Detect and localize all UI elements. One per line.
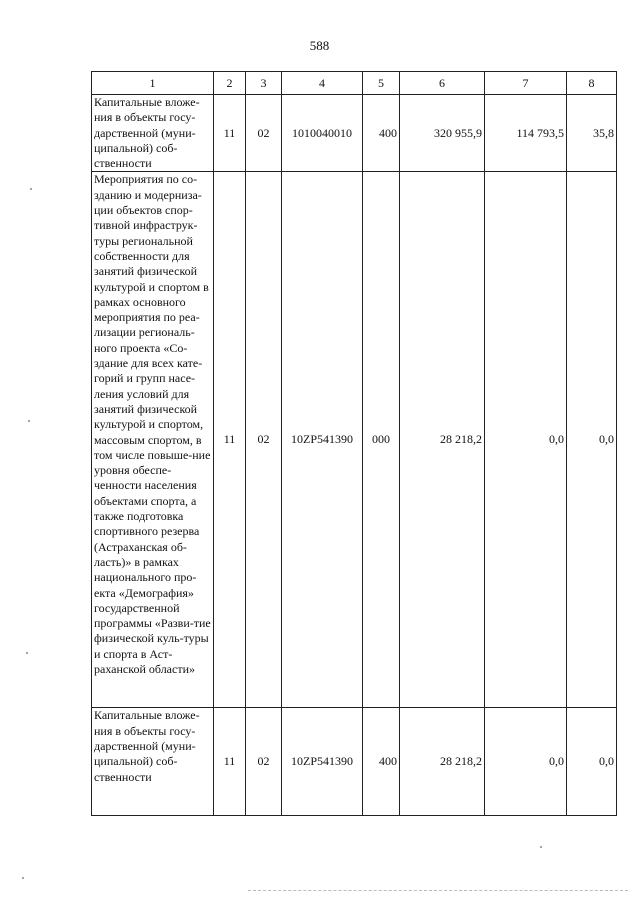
scan-speck [28, 420, 30, 422]
scan-speck [22, 877, 24, 879]
row-subsection: 02 [246, 172, 282, 708]
header-col-5: 5 [363, 72, 400, 95]
row-expense-type: 400 [363, 708, 400, 816]
table-row [92, 708, 617, 816]
row-subsection: 02 [246, 95, 282, 172]
row-name: Капитальные вложе-ния в объекты госу-дарственной (муни-ципальной) соб-ственности [92, 95, 214, 172]
row-amount-6: 28 218,2 [400, 172, 485, 708]
table-row [92, 95, 617, 172]
scan-speck [30, 188, 32, 190]
row-amount-6: 320 955,9 [400, 95, 485, 172]
header-col-3: 3 [246, 72, 282, 95]
page-number: 588 [309, 38, 330, 53]
row-target-article: 1010040010 [282, 95, 363, 172]
row-target-article: 10ZP541390 [282, 708, 363, 816]
row-section: 11 [214, 95, 246, 172]
row-target-article: 10ZP541390 [282, 172, 363, 708]
row-amount-8: 0,0 [567, 172, 617, 708]
header-col-8: 8 [567, 72, 617, 95]
header-row [92, 72, 617, 95]
header-col-4: 4 [282, 72, 363, 95]
row-section: 11 [214, 708, 246, 816]
scan-speck [26, 652, 28, 654]
header-col-7: 7 [485, 72, 567, 95]
row-amount-7: 0,0 [485, 708, 567, 816]
row-amount-6: 28 218,2 [400, 708, 485, 816]
scan-speck [540, 846, 542, 848]
header-col-6: 6 [400, 72, 485, 95]
row-amount-7: 114 793,5 [485, 95, 567, 172]
row-amount-7: 0,0 [485, 172, 567, 708]
row-name: Капитальные вложе-ния в объекты госу-дарственной (муни-ципальной) соб-ственности [92, 708, 214, 816]
header-col-1: 1 [92, 72, 214, 95]
row-amount-8: 35,8 [567, 95, 617, 172]
row-amount-8: 0,0 [567, 708, 617, 816]
header-col-2: 2 [214, 72, 246, 95]
footer-dashed-line [248, 890, 628, 891]
budget-table [91, 71, 617, 816]
row-name: Мероприятия по со-зданию и модерниза-ции объектов спор-тивной инфраструк-туры региональной собственности для занятий физической культурой и спортом в рамках основного мероприятия по реа-лизации региональ-ного проекта «Со-здание для всех кате-горий и групп насе-ления условий для занятий физической культурой и спортом, массовым спортом, в том числе повыше-ние уровня обеспе-ченности населения объектами спорта, а также подготовка спортивного резерва (Астраханская об-ласть)» в рамках национального про-екта «Демография» государственной программы «Разви-тие физической куль-туры и спорта в Аст-раханской области» [92, 172, 214, 708]
row-expense-type: 000 [363, 172, 400, 708]
row-subsection: 02 [246, 708, 282, 816]
row-section: 11 [214, 172, 246, 708]
table-row [92, 172, 617, 708]
row-expense-type: 400 [363, 95, 400, 172]
